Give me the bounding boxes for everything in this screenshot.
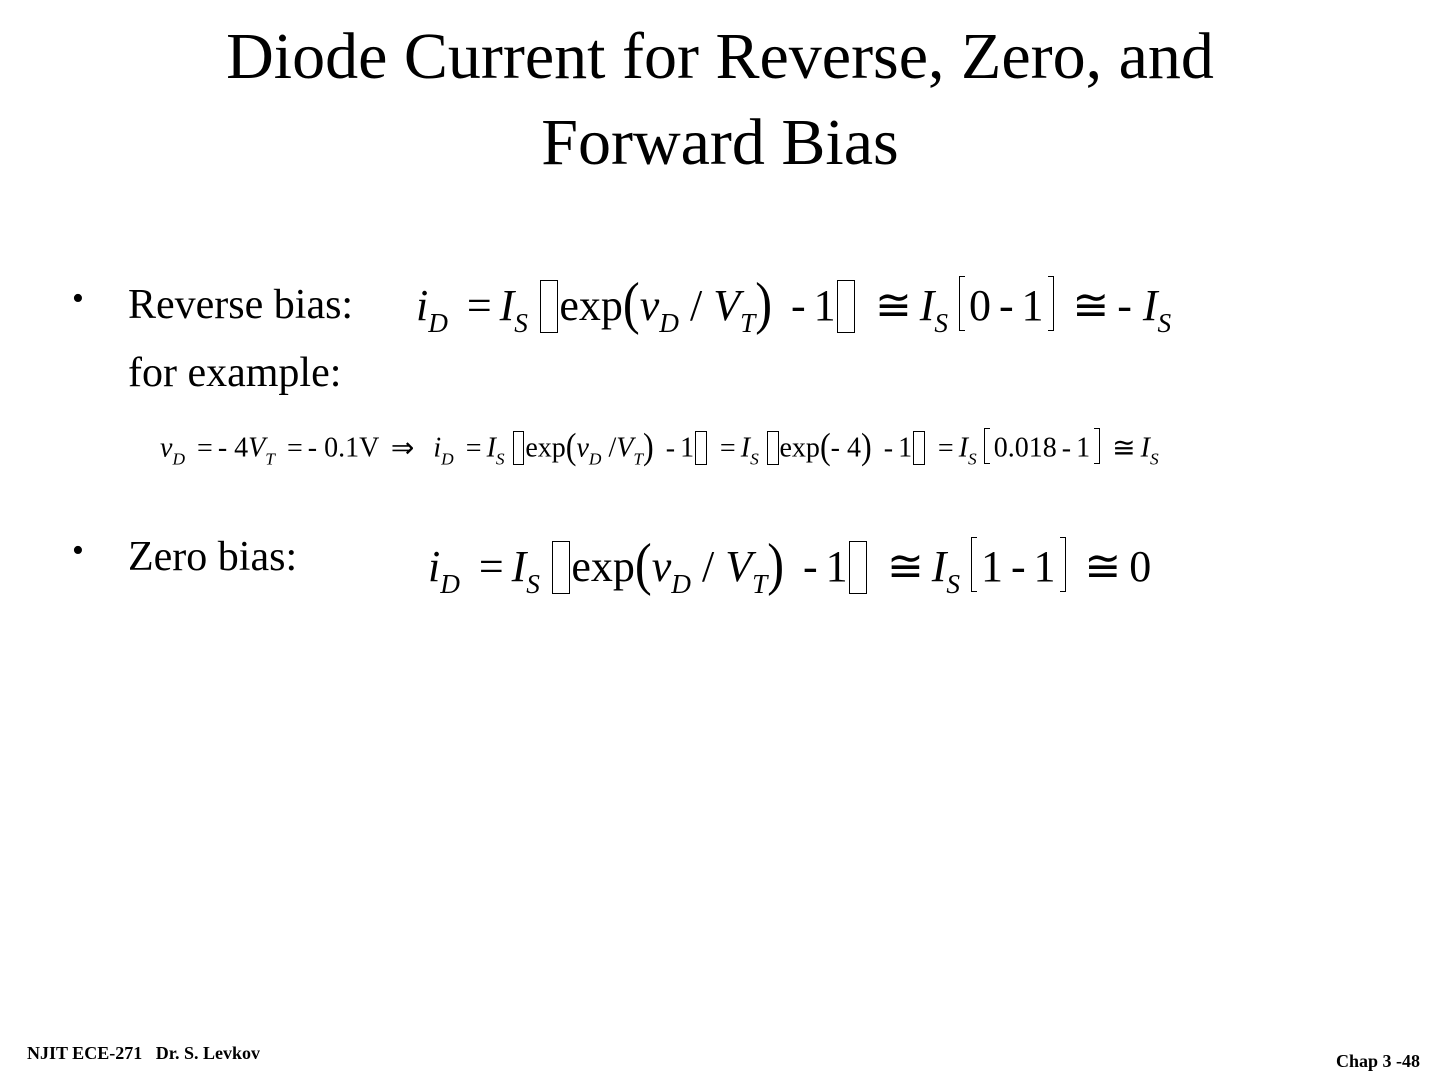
zero-bias-equation: $i_D = I_S$ $\exp(v_D / V_T) - 1$ ≅ $I_S$ 1 - 1 ≅ 0 xyxy=(428,531,1152,600)
missing-glyph-icon xyxy=(513,431,525,465)
left-bracket-icon xyxy=(959,276,965,331)
missing-glyph-icon xyxy=(913,431,925,465)
for-example-label: for example: xyxy=(128,350,342,396)
missing-glyph-icon xyxy=(540,280,558,333)
right-bracket-icon xyxy=(1060,537,1066,592)
missing-glyph-icon xyxy=(849,541,867,594)
missing-glyph-icon xyxy=(552,541,570,594)
footer-course-author: NJIT ECE-271 Dr. S. Levkov xyxy=(27,1043,261,1063)
bullet-reverse: • xyxy=(72,280,84,317)
slide-title-line-2: Forward Bias xyxy=(541,106,899,179)
left-bracket-icon xyxy=(971,537,977,592)
missing-glyph-icon xyxy=(767,431,779,465)
footer-page-number: Chap 3 -48 xyxy=(1335,1051,1420,1071)
reverse-bias-equation: $i_D = I_S$ $\exp(v_D / V_T) - 1$ ≅ $I_S$ 0 - 1 ≅ - $I_S$ xyxy=(416,270,1172,339)
slide-title xyxy=(0,14,1440,186)
left-bracket-icon xyxy=(984,428,990,464)
missing-glyph-icon xyxy=(695,431,707,465)
bullet-zero: • xyxy=(72,532,84,569)
right-bracket-icon xyxy=(1048,276,1054,331)
missing-glyph-icon xyxy=(837,280,855,333)
zero-bias-label: Zero bias: xyxy=(128,534,298,580)
right-bracket-icon xyxy=(1094,428,1100,464)
reverse-bias-label: Reverse bias: xyxy=(128,282,354,328)
slide-title-line-1: Diode Current for Reverse, Zero, and xyxy=(226,20,1214,93)
example-equation: $v_D$ = - $4V_T$ = - 0.1V ⇒ $i_D = I_S$ $\exp(v_D$ $/V_T) - 1 = I_S$ exp(- $4) - 1 = I_S$ 0.018 - 1 ≅ $I_S$ xyxy=(160,424,1159,469)
